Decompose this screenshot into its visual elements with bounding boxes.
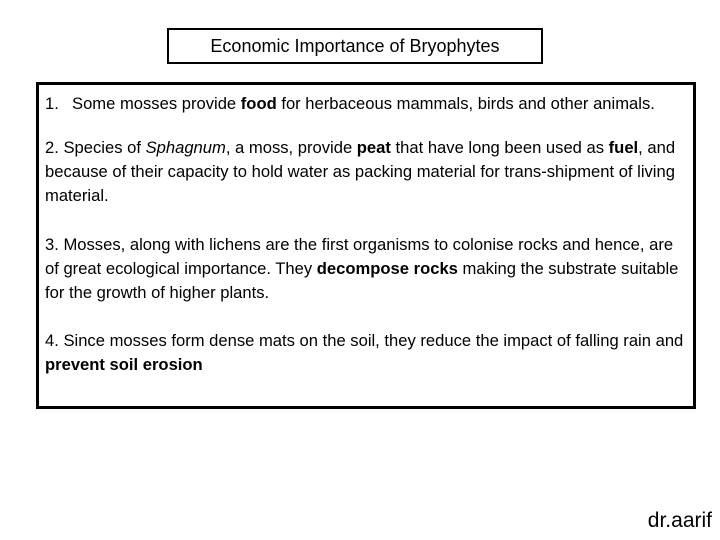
point-2-text-d: , and because of their capacity to hold water as packing material for trans-shipment of living material. [45, 138, 676, 205]
point-1-text-before: Some mosses provide [72, 94, 241, 113]
point-3-text-after: making the substrate suitable for the growth of higher plants. [45, 259, 679, 302]
content-box [36, 82, 696, 409]
point-1 [45, 92, 685, 116]
point-4-number: 4. [45, 331, 59, 350]
point-4-bold-prevent-soil-erosion: prevent soil erosion [45, 355, 203, 374]
point-3 [45, 233, 685, 305]
point-2-bold-peat: peat [356, 138, 391, 157]
slide-title-box [167, 28, 543, 64]
slide-title: Economic Importance of Bryophytes [210, 35, 500, 56]
point-2-number: 2. [45, 138, 59, 157]
point-1-text-after: for herbaceous mammals, birds and other animals. [276, 94, 655, 113]
point-2-text-b: , a moss, provide [225, 138, 357, 157]
point-2-italic-sphagnum: Sphagnum [145, 138, 226, 157]
point-3-bold-decompose-rocks: decompose rocks [316, 259, 458, 278]
point-2 [45, 136, 685, 208]
author-signature: dr.aarif [647, 509, 712, 532]
point-4 [45, 329, 685, 377]
point-3-text-before: Mosses, along with lichens are the first organisms to colonise rocks and hence, are of great ecological importance. They [45, 235, 674, 278]
point-1-number: 1. [45, 94, 59, 113]
point-1-bold-food: food [240, 94, 277, 113]
point-2-bold-fuel: fuel [608, 138, 639, 157]
point-4-text-before: Since mosses form dense mats on the soil, they reduce the impact of falling rain and [58, 331, 684, 350]
point-3-number: 3. [45, 235, 59, 254]
point-2-text-a: Species of [58, 138, 146, 157]
point-2-text-c: that have long been used as [390, 138, 609, 157]
